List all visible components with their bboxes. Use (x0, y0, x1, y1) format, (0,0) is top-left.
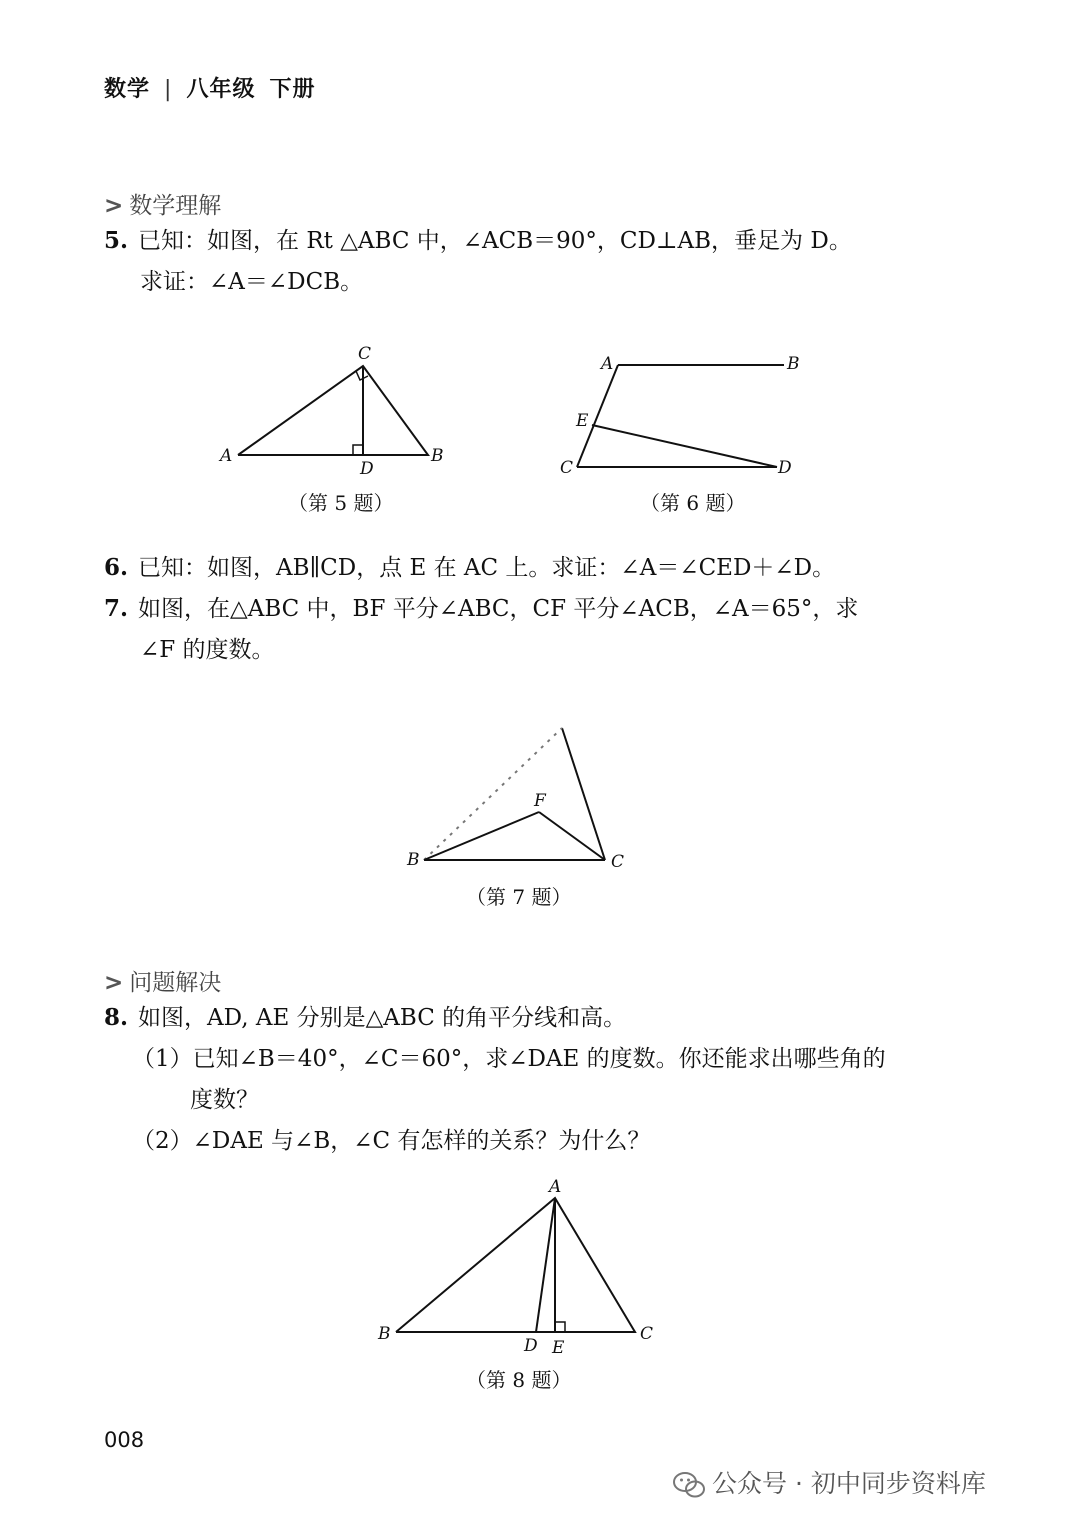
fig7-label-c: C (611, 852, 625, 872)
fig5-right-angle-mark-d (353, 445, 363, 455)
fig7-line-bf (424, 812, 539, 860)
fig6-label-a: A (601, 354, 614, 374)
fig8-label-e: E (552, 1338, 565, 1358)
fig6-label-d: D (778, 458, 792, 478)
section-title: 问题解决 (129, 970, 222, 996)
figure-8 (370, 1170, 670, 1360)
header-grade: 八年级 (186, 77, 256, 102)
fig7-line-fc (539, 812, 605, 860)
question-text: 已知：如图，AB∥CD，点 E 在 AC 上。求证：∠A＝∠CED＋∠D。 (138, 555, 836, 581)
fig5-label-b: B (431, 446, 444, 466)
fig8-label-b: B (378, 1324, 391, 1344)
question-5-line1 (104, 224, 852, 258)
figure-7 (400, 710, 640, 880)
fig7-line-ca (562, 728, 605, 860)
fig8-label-a: A (549, 1177, 562, 1197)
fig5-label-d: D (360, 459, 374, 475)
page-number: 008 (104, 1428, 145, 1452)
chevron-right-icon: > (104, 193, 124, 219)
question-8-part2: （2）∠DAE 与∠B，∠C 有怎样的关系？为什么？ (132, 1128, 651, 1154)
fig6-line-ed (592, 425, 777, 467)
question-5-line2: 求证：∠A＝∠DCB。 (140, 269, 364, 295)
question-8-part1-line1: （1）已知∠B＝40°，∠C＝60°，求∠DAE 的度数。你还能求出哪些角的 (132, 1046, 886, 1072)
question-number: 8. (104, 1004, 129, 1031)
chevron-right-icon: > (104, 970, 124, 996)
fig6-label-e: E (576, 411, 589, 431)
fig6-label-c: C (560, 458, 574, 478)
question-8-line1 (104, 1001, 626, 1035)
section-understanding (104, 187, 221, 220)
question-number: 6. (104, 554, 129, 581)
fig7-label-f: F (534, 791, 546, 811)
section-title: 数学理解 (129, 193, 222, 219)
question-8-part1-line2: 度数？ (190, 1087, 259, 1113)
fig7-label-b: B (407, 850, 420, 870)
fig8-label-c: C (640, 1324, 654, 1344)
fig8-bisector-ad (536, 1198, 555, 1332)
fig8-label-d: D (524, 1336, 538, 1356)
question-number: 5. (104, 227, 129, 254)
header-separator: | (164, 77, 173, 102)
question-text: 如图，在△ABC 中，BF 平分∠ABC，CF 平分∠ACB，∠A＝65°，求 (138, 596, 859, 622)
figure-6 (550, 345, 810, 485)
question-7-line2: ∠F 的度数。 (140, 637, 275, 663)
watermark (672, 1464, 986, 1500)
fig8-right-angle-mark (555, 1322, 565, 1332)
figure-8-caption: （第 8 题） (466, 1368, 572, 1392)
question-number: 7. (104, 595, 129, 622)
question-6 (104, 551, 835, 585)
header-subject: 数学 (104, 77, 151, 102)
section-solving (104, 964, 221, 997)
question-7-line1 (104, 592, 858, 626)
figure-5-caption: （第 5 题） (288, 491, 394, 515)
fig5-label-a: A (220, 446, 233, 466)
fig6-label-b: B (787, 354, 800, 374)
watermark-text: 公众号 · 初中同步资料库 (712, 1469, 986, 1498)
figure-6-caption: （第 6 题） (640, 491, 746, 515)
fig5-triangle-abc (238, 366, 428, 455)
question-text: 已知：如图，在 Rt △ABC 中，∠ACB＝90°，CD⊥AB，垂足为 D。 (138, 228, 852, 254)
question-text: 如图，AD, AE 分别是△ABC 的角平分线和高。 (138, 1005, 627, 1031)
header-volume: 下册 (269, 77, 316, 102)
fig8-triangle-abc (396, 1198, 635, 1332)
figure-7-caption: （第 7 题） (466, 885, 572, 909)
page-header (104, 72, 315, 103)
wechat-icon (672, 1470, 706, 1500)
fig5-label-c: C (358, 344, 372, 364)
figure-5 (210, 335, 450, 475)
